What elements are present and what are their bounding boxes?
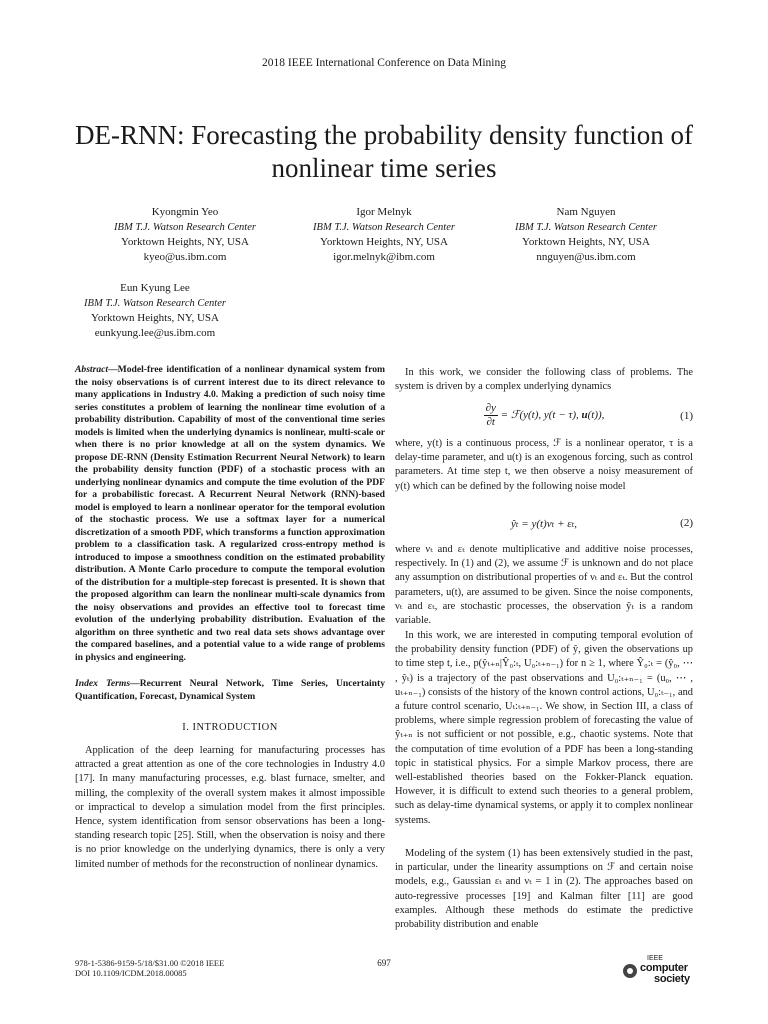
author-location: Yorktown Heights, NY, USA	[121, 236, 249, 248]
paragraph: In this work, we consider the following class of problems. The system is driven by a complex underlying dynamics	[395, 367, 693, 393]
section-heading: I. INTRODUCTION	[182, 722, 278, 733]
author-location: Yorktown Heights, NY, USA	[320, 236, 448, 248]
intro-body	[75, 744, 385, 872]
equation-2-expression: ŷₜ = y(t)νₜ + εₜ,	[510, 518, 578, 530]
author-block	[294, 205, 474, 265]
author-affiliation: IBM T.J. Watson Research Center	[114, 222, 256, 233]
logo-word-computer: computer	[640, 962, 688, 974]
page-number: 697	[377, 958, 391, 968]
right-paragraph-4	[395, 847, 693, 932]
equation-1-number: (1)	[680, 410, 693, 422]
author-block	[95, 205, 275, 265]
right-paragraph-2b	[395, 543, 693, 628]
logo-ieee-text: IEEE	[647, 955, 663, 962]
author-email: igor.melnyk@ibm.com	[333, 251, 435, 263]
author-name: Nam Nguyen	[556, 206, 616, 218]
author-email: nnguyen@us.ibm.com	[536, 251, 636, 263]
author-block	[496, 205, 676, 265]
equation-1	[395, 402, 693, 432]
paragraph: where, y(t) is a continuous process, ℱ is a nonlinear operator, τ is a delay-time parameter, and u(t) is an exogenous forcing, such as control parameters. At time step t, we then observe a noisy measurement of y(t) which can be defined by the following noise model	[395, 438, 693, 492]
right-paragraph-2a	[395, 437, 693, 494]
logo-circle-icon	[623, 964, 637, 978]
logo-word-society: society	[654, 973, 690, 985]
author-affiliation: IBM T.J. Watson Research Center	[515, 222, 657, 233]
paper-title: DE-RNN: Forecasting the probability density function of nonlinear time series	[75, 120, 693, 183]
paragraph: Modeling of the system (1) has been extensively studied in the past, in particular, under the linearity assumptions on ℱ and certain noise models, e.g., Gaussian εₜ and νₜ = 1 in (2). The approaches based on auto-regressive processes [19] and Kalman filter [11] are good examples. Although these methods do estimate the predictive probability distribution and enable	[395, 848, 693, 931]
author-location: Yorktown Heights, NY, USA	[522, 236, 650, 248]
author-affiliation: IBM T.J. Watson Research Center	[84, 298, 226, 309]
paragraph: where νₜ and εₜ denote multiplicative and additive noise processes, respectively. In (1) and (2), we assume ℱ is unknown and do not place any assumption on distributional properties of νₜ and εₜ. But the control parameters, u(t), are assumed to be given. Since the noise components, νₜ and εₜ, are stochastic processes, the observation ŷₜ is a random variable.	[395, 544, 693, 627]
author-email: eunkyung.lee@us.ibm.com	[94, 327, 216, 339]
author-name: Eun Kyung Lee	[120, 282, 190, 294]
author-affiliation: IBM T.J. Watson Research Center	[313, 222, 455, 233]
footer-doi: DOI 10.1109/ICDM.2018.00085	[75, 968, 187, 978]
author-name: Igor Melnyk	[356, 206, 412, 218]
equation-1-expression: $\frac{\partial y}{\partial t}$ = ℱ(y(t), y(t − τ), u(t)),	[485, 402, 605, 428]
index-terms-text: —Recurrent Neural Network, Time Series, Uncertainty Quantification, Forecast, Dynamical System	[75, 678, 385, 702]
abstract-label: Abstract	[75, 364, 109, 375]
paragraph: In this work, we are interested in computing temporal evolution of the probability density function (PDF) of ŷ, given the observations up to time step t, i.e., p(ŷₜ₊ₙ|Ŷ₀:ₜ, U₀:ₜ₊ₙ₋₁) for n ≥ 1, where Ŷ₀:ₜ = (ŷ₀, ⋯ , ŷₜ) is a trajectory of the past observations and U₀:ₜ₊ₙ₋₁ = (u₀, ⋯ , uₜ₊ₙ₋₁) consists of the history of the known control actions, U₀:ₜ₋₁, and a future control scenario, Uₜ:ₜ₊ₙ₋₁. We show, in Section III, a class of problems, where simple regression problem of forecasting the value of ŷₜ₊ₙ is not sufficient or not possible, e.g., chaotic systems. Note that the computation of time evolution of a PDF has been a long-standing topic in statistical physics. For a simple Markov process, there are well-established theories based on the Fokker-Planck equation. However, it is difficult to extend such theories to a general problem, such as delay-time dynamical systems, or apply it to complex nonlinear systems.	[395, 630, 693, 826]
equation-2-number: (2)	[680, 517, 693, 529]
index-terms	[75, 678, 385, 703]
ieee-computer-society-logo	[623, 955, 693, 987]
abstract	[75, 364, 385, 664]
conference-header: 2018 IEEE International Conference on Data Mining	[262, 57, 506, 69]
right-paragraph-3	[395, 629, 693, 828]
abstract-text: —Model-free identification of a nonlinear dynamical system from the noisy observations is of current interest due to its direct relevance to many applications in Industry 4.0. Making a prediction of such noisy time series constitutes a problem of learning the nonlinear time evolution of a probability distribution. Capability of most of the conventional time series models is limited when the underlying dynamics is nonlinear, multi-scale or when there is no prior knowledge at all on the system dynamics. We propose DE-RNN (Density Estimation Recurrent Neural Network) to learn the probability density function (PDF) of a stochastic process with an underlying nonlinear dynamics and compute the time evolution of the PDF for a probabilistic forecast. A Recurrent Neural Network (RNN)-based model is employed to learn a nonlinear operator for the temporal evolution of the stochastic process. We use a softmax layer for a numerical discretization of a smooth PDF, which transforms a function approximation problem to a classification task. A regularized cross-entropy method is introduced to impose a smoothness condition on the estimated probability distribution. A Monte Carlo procedure to compute the temporal evolution of the distribution for a multiple-step forecast is presented. It is shown that the proposed algorithm can learn the nonlinear multi-scale dynamics from the noisy observations and provides an effective tool to forecast time evolution of the underlying probability distribution. Evaluation of the algorithm on three synthetic and two real data sets shows advantage over the compared baselines, and a potential value to a wide range of problems in physics and engineering.	[75, 364, 385, 663]
footer-isbn: 978-1-5386-9159-5/18/$31.00 ©2018 IEEE	[75, 958, 225, 968]
index-terms-label: Index Terms	[75, 678, 131, 689]
author-block	[65, 281, 245, 341]
author-name: Kyongmin Yeo	[151, 206, 219, 218]
author-location: Yorktown Heights, NY, USA	[91, 312, 219, 324]
equation-2	[395, 517, 693, 533]
paragraph: Application of the deep learning for manufacturing processes has attracted a great attention as one of the core technologies in Industry 4.0 [17]. In many manufacturing processes, e.g. blast furnace, smelter, and milling, the complexity of the overall system makes it almost impossible or impractical to develop a simulation model from the first principles. Hence, system identification from sensor observations has been a long-standing research topic [25]. Still, when the observation is noisy and there is no prior knowledge on the underlying dynamics, there is only a very limited number of methods for the reconstruction of nonlinear dynamics.	[75, 745, 385, 870]
right-paragraph-1	[395, 366, 693, 394]
author-email: kyeo@us.ibm.com	[143, 251, 227, 263]
